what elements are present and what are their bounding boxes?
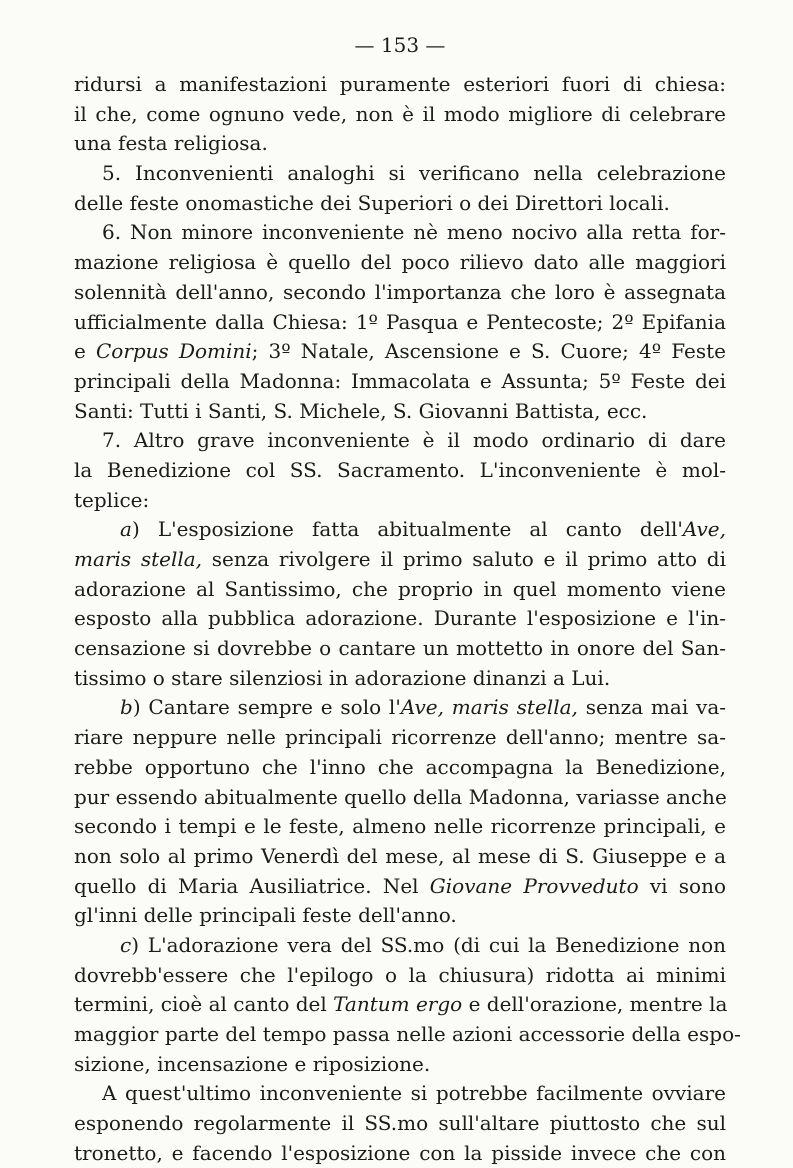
text-line (74, 515, 726, 545)
text-line: rebbe opportuno che l'inno che accompagna la Benedizione, (74, 754, 726, 779)
text-line (74, 545, 726, 575)
text-line: Santi: Tutti i Santi, S. Michele, S. Giovanni Battista, ecc. (74, 398, 648, 423)
italic-text: Tantum ergo (333, 992, 463, 1017)
text-line: teplice: (74, 487, 150, 512)
text-line: principali della Madonna: Immacolata e Assunta; 5º Feste dei (74, 368, 726, 393)
italic-text: Corpus Domini (95, 339, 252, 364)
text-line: tronetto, e facendo l'esposizione con la pisside invece che con (74, 1140, 726, 1165)
italic-text: Giovane Provveduto (429, 873, 639, 898)
text-segment: e (74, 339, 96, 364)
text-line: maggior parte del tempo passa nelle azioni accessorie della espo- (74, 1022, 741, 1046)
text-segment: senza mai va- (577, 695, 727, 720)
italic-text: maris stella, (74, 547, 203, 571)
text-line: esponendo regolarmente il SS.mo sull'altare piuttosto che sul (74, 1111, 726, 1136)
text-line (74, 872, 726, 902)
text-line: dovrebb'essere che l'epilogo o la chiusura) ridotta ai minimi (74, 962, 726, 987)
text-line (74, 931, 726, 961)
italic-text: Ave, maris stella, (400, 695, 578, 720)
text-segment: ; 3º Natale, Ascensione e S. Cuore; 4º Feste (251, 339, 726, 364)
italic-text: Ave, (682, 517, 726, 542)
text-line: esposto alla pubblica adorazione. Durante l'esposizione e l'in- (74, 606, 726, 631)
text-line (74, 337, 726, 367)
text-line (74, 990, 726, 1020)
text-line: mazione religiosa è quello del poco rilievo dato alle maggiori (74, 250, 726, 275)
text-line: tissimo o stare silenziosi in adorazione dinanzi a Lui. (74, 665, 611, 690)
text-line: 6. Non minore inconveniente nè meno nocivo alla retta for- (102, 220, 726, 245)
text-line: gl'inni delle principali feste dell'anno. (74, 903, 457, 928)
text-line: non solo al primo Venerdì del mese, al mese di S. Giuseppe e a (74, 843, 726, 868)
text-line: 5. Inconvenienti analoghi si verificano nella celebrazione (102, 161, 726, 186)
text-segment: quello di Maria Ausiliatrice. Nel (74, 873, 430, 898)
text-line: adorazione al Santissimo, che proprio in quel momento viene (74, 576, 726, 601)
text-line: A quest'ultimo inconveniente si potrebbe facilmente ovviare (102, 1081, 726, 1106)
text-segment: ) L'esposizione fatta abitualmente al canto dell' (131, 517, 683, 542)
text-line: una festa religiosa. (74, 131, 268, 156)
text-line: pur essendo abitualmente quello della Madonna, variasse anche (74, 784, 727, 809)
text-line: delle feste onomastiche dei Superiori o dei Direttori locali. (74, 190, 670, 215)
italic-text: b (120, 695, 133, 720)
text-line: la Benedizione col SS. Sacramento. L'inconveniente è mol- (74, 457, 726, 482)
text-segment: ) Cantare sempre e solo l' (132, 695, 401, 720)
text-segment: vi sono (638, 873, 726, 898)
text-line (74, 693, 726, 723)
page-number: — 153 — (354, 33, 446, 57)
text-line: sizione, incensazione e riposizione. (74, 1051, 431, 1076)
body-text (74, 70, 741, 1168)
text-line: il che, come ognuno vede, non è il modo migliore di celebrare (74, 101, 726, 126)
text-line: solennità dell'anno, secondo l'importanza che loro è assegnata (74, 279, 726, 304)
book-page (74, 30, 741, 1168)
text-segment: senza rivolgere il primo saluto e il primo atto di (202, 547, 726, 571)
text-segment: e dell'orazione, mentre la (462, 992, 728, 1017)
text-line: secondo i tempi e le feste, almeno nelle ricorrenze principali, e (74, 814, 726, 839)
text-segment: ) L'adorazione vera del SS.mo (di cui la Benedizione non (131, 932, 726, 957)
italic-text: a (120, 517, 132, 542)
text-line: riare neppure nelle principali ricorrenze dell'anno; mentre sa- (74, 725, 726, 750)
text-line: ufficialmente dalla Chiesa: 1º Pasqua e Pentecoste; 2º Epifania (74, 309, 726, 334)
text-segment: termini, cioè al canto del (74, 992, 334, 1017)
text-line: censazione si dovrebbe o cantare un mottetto in onore del San- (74, 636, 726, 661)
italic-text: c (120, 932, 132, 957)
text-line: ridursi a manifestazioni puramente esteriori fuori di chiesa: (74, 72, 726, 96)
text-line: 7. Altro grave inconveniente è il modo ordinario di dare (102, 428, 726, 453)
